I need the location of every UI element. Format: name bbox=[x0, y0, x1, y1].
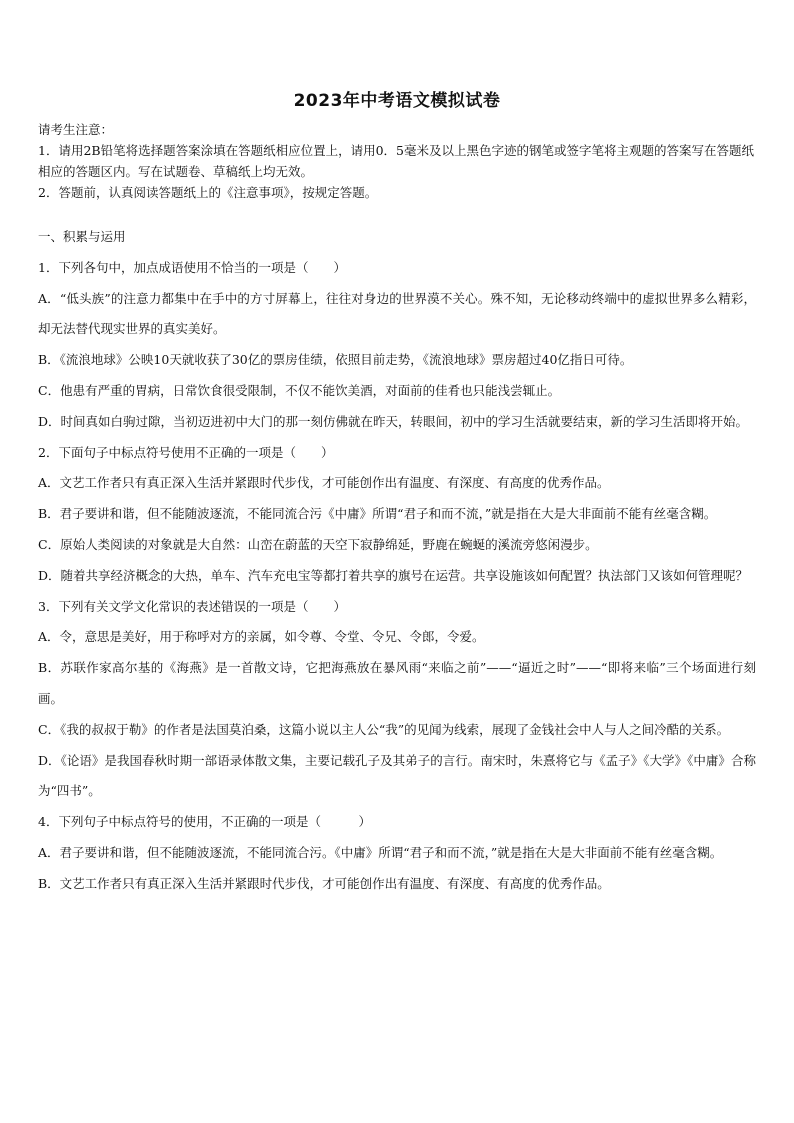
question-3-option-b: B．苏联作家高尔基的《海燕》是一首散文诗，它把海燕放在暴风雨“来临之前”——“逼近之时”——“即将来临”三个场面进行刻画。 bbox=[38, 660, 756, 706]
question-3-option-a: A．令，意思是美好，用于称呼对方的亲属，如令尊、令堂、令兄、令郎，令爱。 bbox=[38, 629, 485, 645]
section-accumulation bbox=[38, 222, 756, 900]
notice-item-2: 2．答题前，认真阅读答题纸上的《注意事项》，按规定答题。 bbox=[38, 185, 378, 200]
question-3-option-d: D．《论语》是我国春秋时期一部语录体散文集，主要记载孔子及其弟子的言行。南宋时，朱熹将它与《孟子》《大学》《中庸》合称为“四书”。 bbox=[38, 752, 756, 799]
question-4-stem: 4．下列句子中标点符号的使用，不正确的一项是（ ） bbox=[38, 814, 371, 830]
question-2-option-c: C．原始人类阅读的对象就是大自然：山峦在蔚蓝的天空下寂静绵延，野鹿在蜿蜒的溪流旁悠闲漫步。 bbox=[38, 536, 598, 552]
section-heading: 一、积累与运用 bbox=[38, 229, 126, 244]
question-4-option-a: A．君子要讲和谐，但不能随波逐流，不能同流合污。《中庸》所谓“君子和而不流，”就是指在大是大非面前不能有丝毫含糊。 bbox=[38, 844, 723, 860]
page-title: 2023年中考语文模拟试卷 bbox=[293, 91, 501, 111]
question-3-option-c: C．《我的叔叔于勒》的作者是法国莫泊桑，这篇小说以主人公“我”的见闻为线索，展现了金钱社会中人与人之间冷酷的关系。 bbox=[38, 721, 730, 737]
question-2-option-d: D．随着共享经济概念的大热，单车、汽车充电宝等都打着共享的旗号在运营。共享设施该如何配置？执法部门又该如何管理呢？ bbox=[38, 567, 749, 583]
question-2-stem: 2．下面句子中标点符号使用不正确的一项是（ ） bbox=[38, 444, 334, 460]
question-2-option-a: A．文艺工作者只有真正深入生活并紧跟时代步伐，才可能创作出有温度、有深度、有高度的优秀作品。 bbox=[38, 475, 610, 491]
question-1-option-d: D．时间真如白驹过隙，当初迈进初中大门的那一刻仿佛就在昨天，转眼间，初中的学习生活就要结束，新的学习生活即将开始。 bbox=[38, 413, 749, 429]
question-1-option-a: A．“低头族”的注意力都集中在手中的方寸屏幕上，往往对身边的世界漠不关心。殊不知，无论移动终端中的虚拟世界多么精彩，却无法替代现实世界的真实美好。 bbox=[38, 290, 756, 337]
question-1-stem: 1．下列各句中，加点成语使用不恰当的一项是（ ） bbox=[38, 259, 346, 275]
notice-heading: 请考生注意： bbox=[38, 122, 114, 137]
notice-item-1: 1．请用2B铅笔将选择题答案涂填在答题纸相应位置上，请用0．5毫米及以上黑色字迹的钢笔或签字笔将主观题的答案写在答题纸相应的答题区内。写在试题卷、草稿纸上均无效。 bbox=[38, 143, 754, 179]
question-2-option-b: B．君子要讲和谐，但不能随波逐流，不能同流合污《中庸》所谓“君子和而不流，”就是指在大是大非面前不能有丝毫含糊。 bbox=[38, 506, 717, 522]
question-1-option-b: B．《流浪地球》公映10天就收获了30亿的票房佳绩，依照目前走势，《流浪地球》票房超过40亿指日可待。 bbox=[38, 352, 633, 368]
question-1-option-c: C．他患有严重的胃病，日常饮食很受限制，不仅不能饮美酒，对面前的佳肴也只能浅尝辄止。 bbox=[38, 382, 561, 398]
question-3-stem: 3．下列有关文学文化常识的表述错误的一项是（ ） bbox=[38, 598, 346, 614]
question-4-option-b: B．文艺工作者只有真正深入生活并紧跟时代步伐，才可能创作出有温度、有深度、有高度的优秀作品。 bbox=[38, 875, 610, 891]
notice-block bbox=[38, 119, 756, 203]
